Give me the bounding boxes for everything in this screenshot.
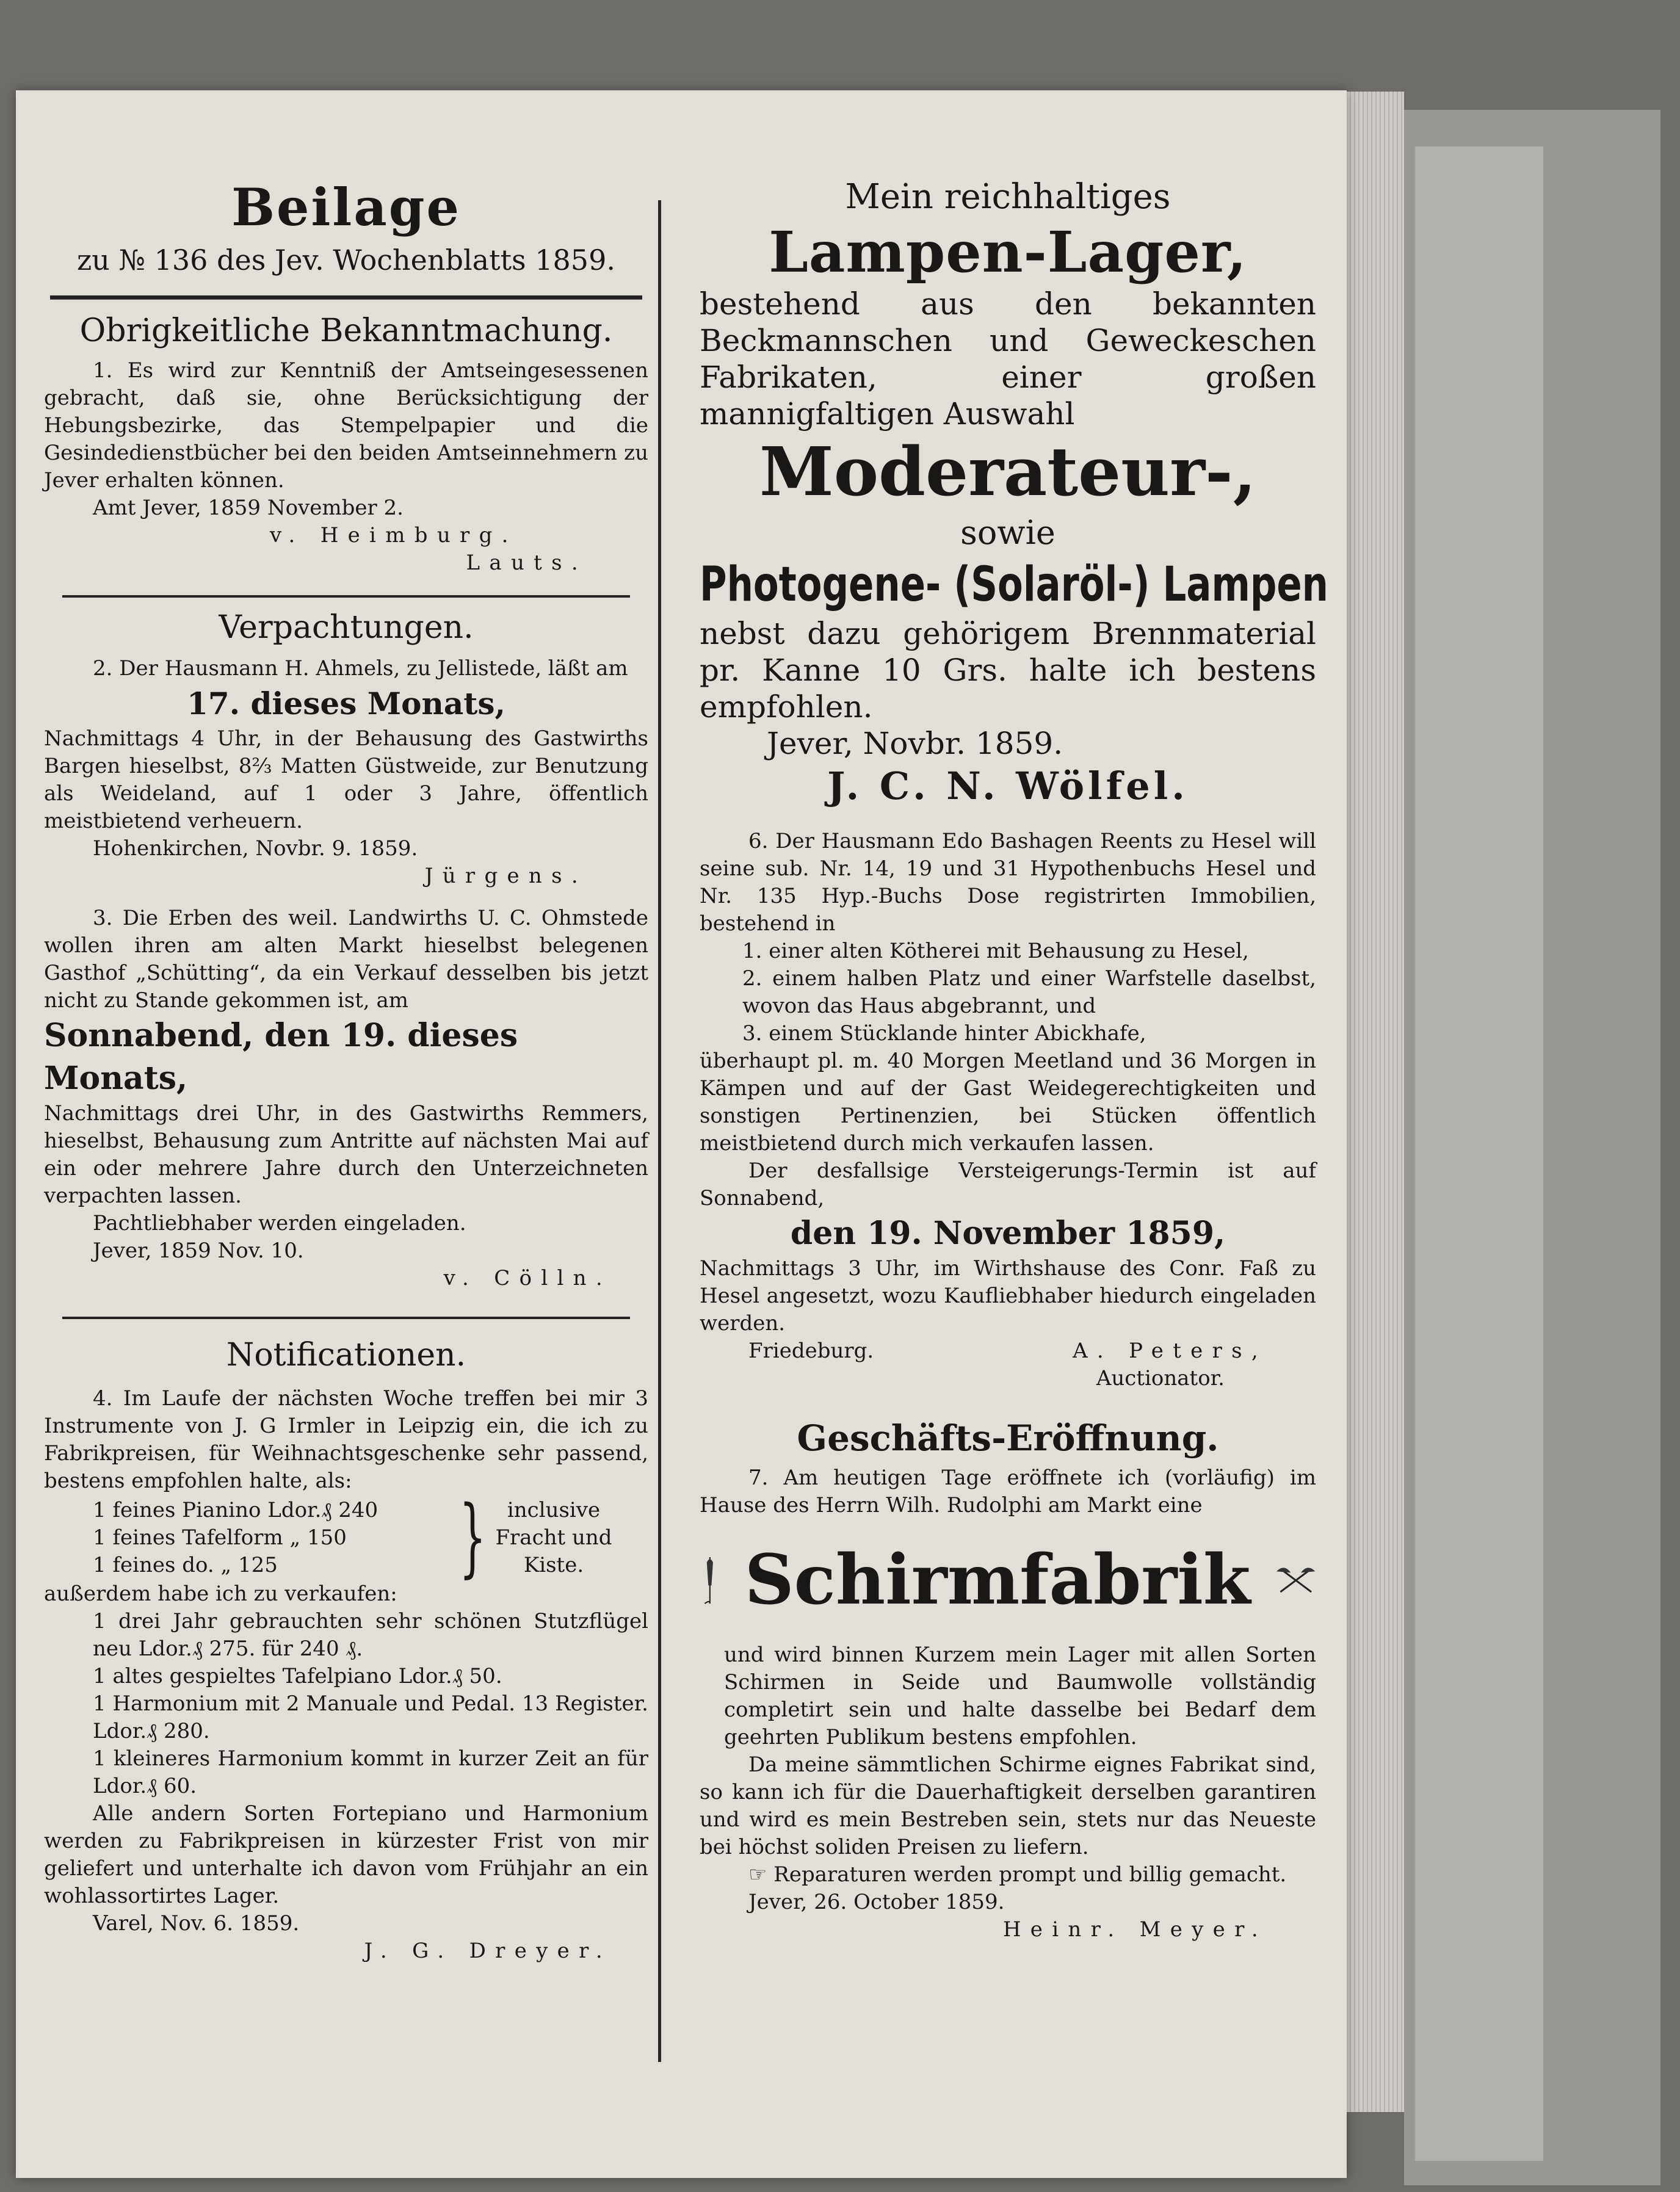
schirmfabrik-title: Schirmfabrik (744, 1540, 1251, 1620)
notice-4-closing: Alle andern Sorten Fortepiano und Harmonium werden zu Fabrikpreisen in kürzester Frist von mir geliefert und unterhalte ich davon vom Frühjahr an ein wohlassortirtes Lager. (44, 1801, 648, 1908)
notice-3-place: Jever, 1859 Nov. 10. (93, 1239, 304, 1263)
notice-7-heading: Geschäfts-Eröffnung. (797, 1417, 1219, 1459)
notice-7-body: und wird binnen Kurzem mein Lager mit allen Sorten Schirmen in Seide und Baumwolle vollständig completirt sein und halte dasselbe bei Bedarf dem geehrten Publikum bestens empfohlen. (724, 1643, 1316, 1749)
umbrella-icon (700, 1519, 720, 1641)
notice-2-intro: 2. Der Hausmann H. Ahmels, zu Jellistede, läßt am (93, 656, 628, 681)
page-subtitle: zu № 136 des Jev. Wochenblatts 1859. (77, 244, 615, 277)
instrument-list (44, 1488, 648, 1587)
notice-2-date: 17. dieses Monats, (187, 685, 505, 722)
section-heading-notificationen: Notificationen. (226, 1337, 466, 1373)
notice-1-signature-1: v. Heimburg. (270, 523, 518, 548)
notice-3-date: Sonnabend, den 19. dieses Monats, (44, 1017, 518, 1097)
ad-lamp-moderateur: Moderateur-, (759, 432, 1256, 511)
notice-7-repair: ☞ Reparaturen werden prompt und billig gemacht. (748, 1862, 1287, 1887)
instrument-item: 1 feines Pianino Ldor.₰ 240 (93, 1497, 378, 1522)
page-edges (1347, 92, 1404, 2112)
extra-intro: außerdem habe ich zu verkaufen: (44, 1582, 397, 1606)
notice-7-body-2: Da meine sämmtlichen Schirme eignes Fabrikat sind, so kann ich für die Dauerhaftigkeit derselben garantiren und wird es mein Bestreben sein, stets nur das Neueste bei höchst soliden Preisen zu liefern. (700, 1753, 1316, 1859)
ad-lamp-signature: J. C. N. Wölfel. (827, 764, 1189, 808)
schirmfabrik-banner (700, 1519, 1316, 1641)
section-heading-verpachtungen: Verpachtungen. (219, 609, 474, 646)
notice-6-role: Auctionator. (1096, 1366, 1225, 1391)
ad-lamp-photogene: Photogene- (Solaröl-) Lampen (700, 557, 1328, 612)
notice-6-termin: Der desfallsige Versteigerungs-Termin ist auf Sonnabend, (700, 1159, 1316, 1210)
extra-item: 1 Harmonium mit 2 Manuale und Pedal. 13 Register. Ldor.₰ 280. (93, 1691, 648, 1743)
crossed-umbrellas-icon (1275, 1547, 1316, 1614)
notice-6-item: 3. einem Stücklande hinter Abickhafe, (742, 1021, 1146, 1046)
instrument-item: 1 feines Tafelform „ 150 (93, 1525, 347, 1550)
notice-6-signature-row (700, 1337, 1316, 1365)
notice-4-intro: 4. Im Laufe der nächsten Woche treffen bei mir 3 Instrumente von J. G Irmler in Leipzig ein, die ich zu Fabrikpreisen, für Weihnachtsgeschenke sehr passend, bestens empfohlen halte, als: (44, 1386, 648, 1493)
section-rule (62, 595, 630, 598)
ad-lamp-place: Jever, Novbr. 1859. (767, 726, 1063, 761)
notice-6-body: überhaupt pl. m. 40 Morgen Meetland und 36 Morgen in Kämpen und auf der Gast Weidegerechtigkeiten und sonstigen Pertinenzien, bei Stücken öffentlich meistbietend durch mich verkaufen lassen. (700, 1049, 1316, 1156)
ad-lamp-line-7: nebst dazu gehörigem Brennmaterial pr. Kanne 10 Grs. halte ich bestens empfohlen. (700, 616, 1316, 725)
notice-6-date: den 19. November 1859, (790, 1215, 1226, 1252)
instrument-note: inclusive Fracht und Kiste. (495, 1497, 612, 1577)
title-rule (50, 295, 642, 300)
notice-2-place: Hohenkirchen, Novbr. 9. 1859. (93, 836, 418, 861)
notice-7-signature: Heinr. Meyer. (1002, 1917, 1267, 1942)
notice-7-place: Jever, 26. October 1859. (748, 1890, 1005, 1914)
notice-6-signature: A. Peters, (1073, 1339, 1267, 1363)
extra-item: 1 kleineres Harmonium kommt in kurzer Zeit an für Ldor.₰ 60. (93, 1746, 648, 1798)
column-divider (658, 200, 661, 2062)
page-title: Beilage (231, 177, 461, 237)
notice-2-signature: Jürgens. (424, 864, 587, 888)
notice-4-place: Varel, Nov. 6. 1859. (93, 1911, 300, 1936)
notice-1-signature-2: Lauts. (466, 551, 587, 575)
extra-item: 1 altes gespieltes Tafelpiano Ldor.₰ 50. (93, 1664, 502, 1688)
notice-6-item: 2. einem halben Platz und einer Warfstelle daselbst, wovon das Haus abgebrannt, und (742, 966, 1316, 1018)
book-spine (1415, 146, 1543, 2161)
notice-6-place: Friedeburg. (748, 1339, 874, 1363)
notice-1-body: 1. Es wird zur Kenntniß der Amtseingesessenen gebracht, daß sie, ohne Berücksichtigung der Hebungsbezirke, das Stempelpapier und die Gesindedienstbücher bei den beiden Amtseinnehmern zu Jever erhalten können. (44, 358, 648, 493)
newspaper-page (16, 90, 1347, 2178)
ad-lamp-line-3: bestehend aus den bekannten Beckmannschen und Geweckeschen Fabrikaten, einer großen mannigfaltigen Auswahl (700, 286, 1316, 432)
left-column (44, 90, 648, 1965)
notice-6-after: Nachmittags 3 Uhr, im Wirthshause des Conr. Faß zu Hesel angesetzt, wozu Kaufliebhaber hiedurch eingeladen werden. (700, 1256, 1316, 1336)
instrument-item: 1 feines do. „ 125 (93, 1552, 278, 1577)
notice-3-signature: v. Cölln. (443, 1266, 612, 1290)
right-column (700, 90, 1328, 1944)
notice-4-signature: J. G. Dreyer. (364, 1939, 612, 1963)
notice-3-line: Pachtliebhaber werden eingeladen. (93, 1211, 466, 1235)
notice-3-body: Nachmittags drei Uhr, in des Gastwirths Remmers, hieselbst, Behausung zum Antritte auf nächsten Mai auf ein oder mehrere Jahre durch den Unterzeichneten verpachten lassen. (44, 1101, 648, 1208)
notice-6-intro: 6. Der Hausmann Edo Bashagen Reents zu Hesel will seine sub. Nr. 14, 19 und 31 Hypothenbuchs Hesel und Nr. 135 Hyp.-Buchs Dose registrirten Immobilien, bestehend in (700, 829, 1316, 936)
extra-item: 1 drei Jahr gebrauchten sehr schönen Stutzflügel neu Ldor.₰ 275. für 240 ₰. (93, 1609, 648, 1661)
notice-6-item: 1. einer alten Kötherei mit Behausung zu Hesel, (742, 939, 1249, 963)
notice-7-intro: 7. Am heutigen Tage eröffnete ich (vorläufig) im Hause des Herrn Wilh. Rudolphi am Markt eine (700, 1466, 1316, 1517)
ad-lamp-headline: Lampen-Lager, (769, 219, 1247, 285)
ad-lamp-line-1: Mein reichhaltiges (845, 177, 1171, 217)
notice-1-place: Amt Jever, 1859 November 2. (93, 496, 404, 520)
brace: } (459, 1488, 487, 1587)
section-rule-2 (62, 1317, 630, 1319)
notice-2-body: Nachmittags 4 Uhr, in der Behausung des Gastwirths Bargen hieselbst, 8⅔ Matten Güstweide, zur Benutzung als Weideland, auf 1 oder 3 Jahre, öffentlich meistbietend verheuern. (44, 726, 648, 833)
notice-3-intro: 3. Die Erben des weil. Landwirths U. C. Ohmstede wollen ihren am alten Markt hieselbst belegenen Gasthof „Schütting“, da ein Verkauf desselben bis jetzt nicht zu Stande gekommen ist, am (44, 906, 648, 1013)
ad-lamp-sowie: sowie (960, 513, 1055, 552)
section-heading-bekanntmachung: Obrigkeitliche Bekanntmachung. (79, 313, 613, 349)
